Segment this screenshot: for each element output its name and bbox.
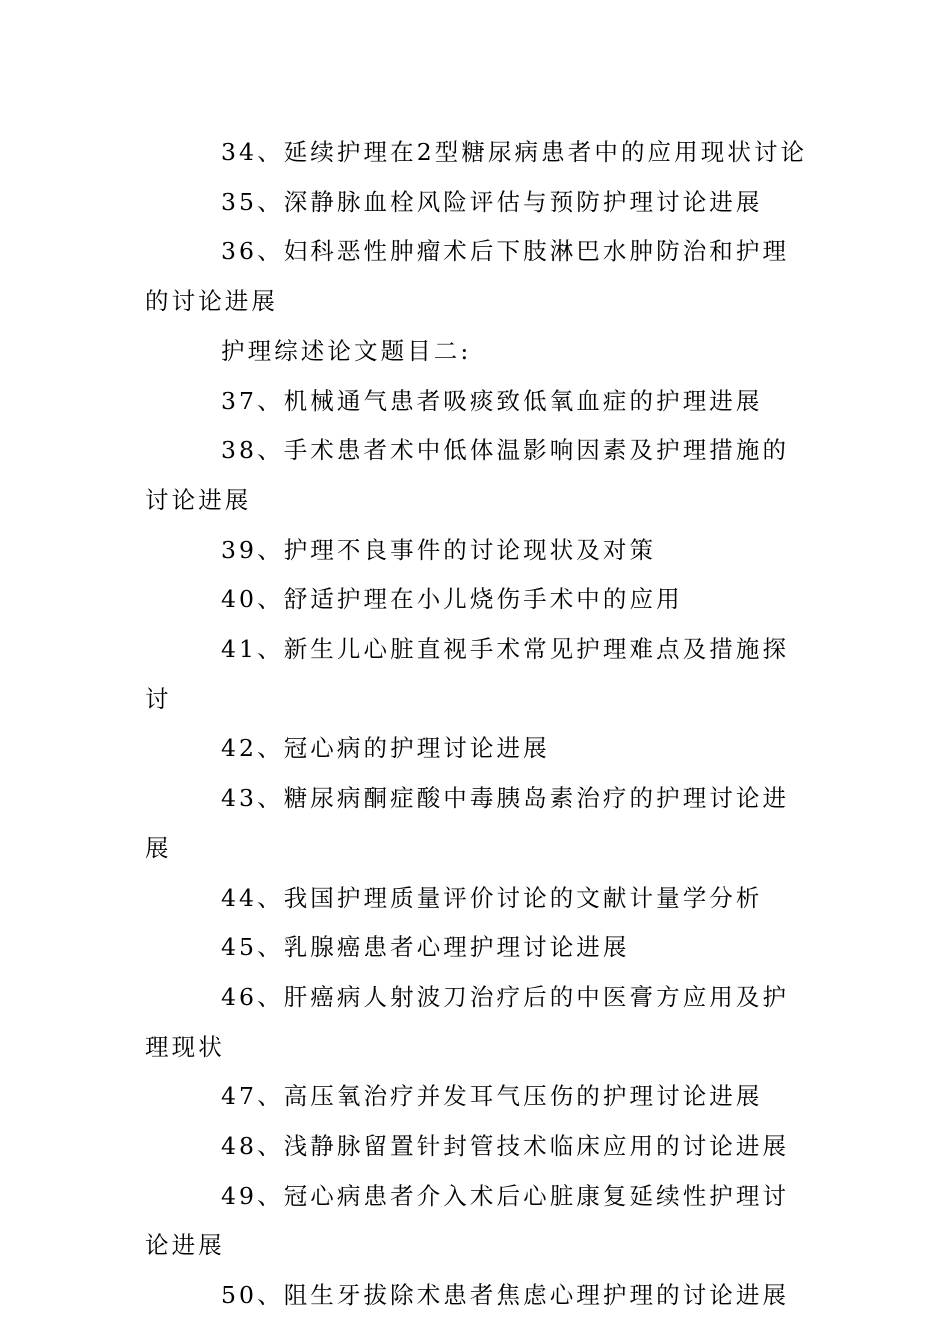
list-item-36: 36、妇科恶性肿瘤术后下肢淋巴水肿防治和护理的讨论进展	[145, 237, 790, 316]
list-item-50: 50、阻生牙拔除术患者焦虑心理护理的讨论进展	[221, 1281, 790, 1310]
list-item-41: 41、新生儿心脏直视手术常见护理难点及措施探讨	[145, 635, 790, 713]
list-item-49: 49、冠心病患者介入术后心脏康复延续性护理讨论进展	[145, 1181, 790, 1260]
list-item-43: 43、糖尿病酮症酸中毒胰岛素治疗的护理讨论进展	[145, 784, 790, 862]
document-body	[145, 128, 810, 1321]
list-item-38: 38、手术患者术中低体温影响因素及护理措施的讨论进展	[145, 436, 790, 514]
list-item-40: 40、舒适护理在小儿烧伤手术中的应用	[221, 585, 683, 614]
list-item-34: 34、延续护理在2型糖尿病患者中的应用现状讨论	[221, 138, 808, 166]
list-item-48: 48、浅静脉留置针封管技术临床应用的讨论进展	[221, 1132, 790, 1161]
list-item-45: 45、乳腺癌患者心理护理讨论进展	[221, 933, 630, 962]
list-item-42: 42、冠心病的护理讨论进展	[221, 734, 550, 763]
list-item-35: 35、深静脉血栓风险评估与预防护理讨论进展	[221, 187, 763, 216]
list-item-39: 39、护理不良事件的讨论现状及对策	[221, 535, 657, 564]
list-item-46: 46、肝癌病人射波刀治疗后的中医膏方应用及护理现状	[145, 982, 790, 1061]
list-item-44: 44、我国护理质量评价讨论的文献计量学分析	[221, 883, 763, 912]
list-item-47: 47、高压氧治疗并发耳气压伤的护理讨论进展	[221, 1082, 763, 1111]
section-heading: 护理综述论文题目二:	[221, 336, 472, 365]
list-item-37: 37、机械通气患者吸痰致低氧血症的护理进展	[221, 386, 763, 415]
